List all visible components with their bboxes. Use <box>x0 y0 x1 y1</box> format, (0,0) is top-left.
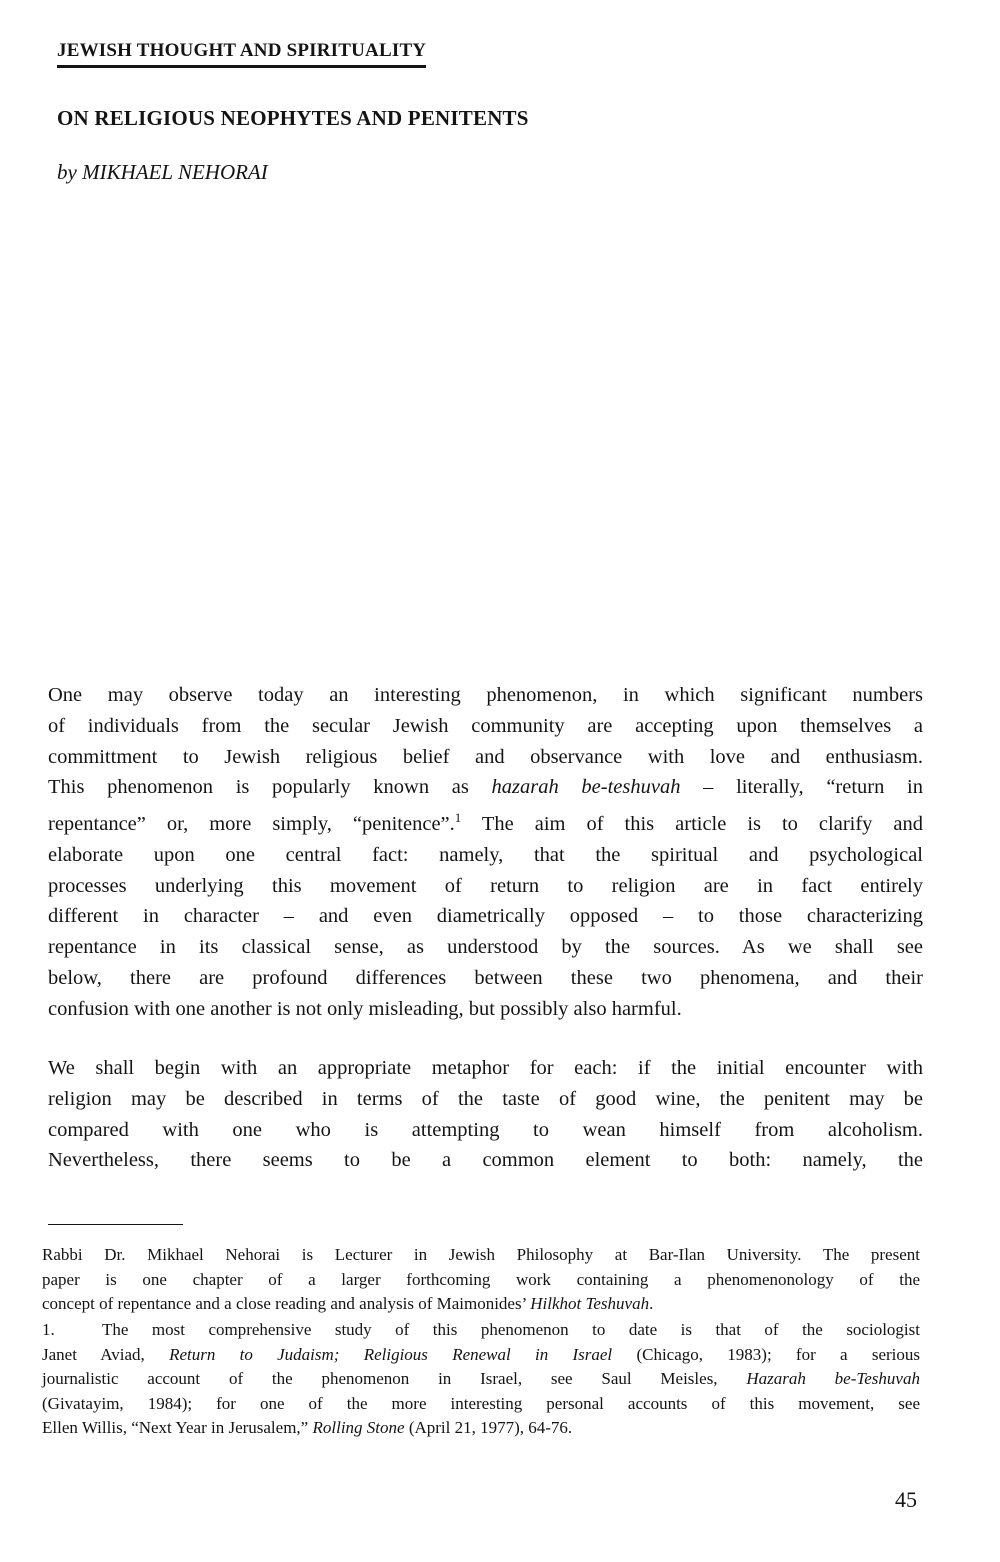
author-note-line: concept of repentance and a close reading and analysis of Maimonides’ Hilkhot Teshuvah. <box>42 1294 654 1313</box>
paragraph-1-line: below, there are profound differences between these two phenomena, and their <box>48 967 923 989</box>
italic-title: Hazarah be-Teshuvah <box>746 1369 920 1388</box>
footnote-1-line: Janet Aviad, Return to Judaism; Religious Renewal in Israel (Chicago, 1983); for a serious <box>42 1344 921 1364</box>
footnote-number: 1. <box>42 1320 55 1339</box>
byline <box>57 160 268 185</box>
footnote-1-line: 1. The most comprehensive study of this phenomenon to date is that of the sociologist <box>42 1318 920 1343</box>
author-note-line: Rabbi Dr. Mikhael Nehorai is Lecturer in Jewish Philosophy at Bar-Ilan University. The present <box>42 1245 920 1264</box>
paragraph-1-line: elaborate upon one central fact: namely, that the spiritual and psychological <box>48 843 923 866</box>
paragraph-1-line: committment to Jewish religious belief and observance with love and enthusiasm. <box>48 745 923 768</box>
italic-title: hazarah be-teshuvah <box>491 776 681 799</box>
byline-prefix: by <box>57 160 77 184</box>
footnote-1 <box>42 1318 920 1441</box>
paragraph-1-line: of individuals from the secular Jewish community are accepting upon themselves a <box>48 714 923 737</box>
italic-title: Hilkhot Teshuvah <box>530 1294 650 1313</box>
paragraph-1-line: One may observe today an interesting phenomenon, in which significant numbers <box>48 684 923 706</box>
footnote-divider <box>48 1224 183 1225</box>
paragraph-2-line: Nevertheless, there seems to be a common element to both: namely, the <box>48 1149 923 1172</box>
page-number: 45 <box>895 1487 917 1512</box>
author-note-line: paper is one chapter of a larger forthcoming work containing a phenomenonology of the <box>42 1269 920 1289</box>
paragraph-2-line: We shall begin with an appropriate metaphor for each: if the initial encounter with <box>48 1057 923 1079</box>
author-footnote <box>42 1243 920 1317</box>
paragraph-2-line: religion may be described in terms of the taste of good wine, the penitent may be <box>48 1087 923 1110</box>
paragraph-1-line: repentance in its classical sense, as understood by the sources. As we shall see <box>48 936 923 959</box>
paragraph-1-line: different in character – and even diametrically opposed – to those characterizing <box>48 905 923 928</box>
italic-title: Return to Judaism; Religious Renewal in Israel <box>169 1344 613 1364</box>
italic-title: Rolling Stone <box>312 1418 405 1437</box>
body-paragraph-1 <box>48 680 923 1025</box>
paragraph-1-line: processes underlying this movement of return to religion are in fact entirely <box>48 874 923 897</box>
article-title: ON RELIGIOUS NEOPHYTES AND PENITENTS <box>57 106 529 130</box>
paragraph-1-line: confusion with one another is not only misleading, but possibly also harmful. <box>48 997 682 1020</box>
footnote-1-line: (Givatayim, 1984); for one of the more interesting personal accounts of this movement, see <box>42 1393 920 1413</box>
paragraph-1-line: repentance” or, more simply, “penitence”.$^1$ The aim of this article is to clarify and <box>48 810 923 836</box>
paragraph-1-line: This phenomenon is popularly known as hazarah be-teshuvah – literally, “return in <box>48 776 923 799</box>
footnote-ref[interactable]: 1 <box>454 810 462 826</box>
footnote-1-line: journalistic account of the phenomenon in Israel, see Saul Meisles, Hazarah be-Teshuvah <box>42 1369 920 1388</box>
body-paragraph-2 <box>48 1053 923 1176</box>
footnote-1-line: Ellen Willis, “Next Year in Jerusalem,” Rolling Stone (April 21, 1977), 64-76. <box>42 1418 573 1437</box>
paragraph-2-line: compared with one who is attempting to wean himself from alcoholism. <box>48 1118 923 1141</box>
author-name: MIKHAEL NEHORAI <box>82 160 268 184</box>
section-label: JEWISH THOUGHT AND SPIRITUALITY <box>57 40 426 68</box>
